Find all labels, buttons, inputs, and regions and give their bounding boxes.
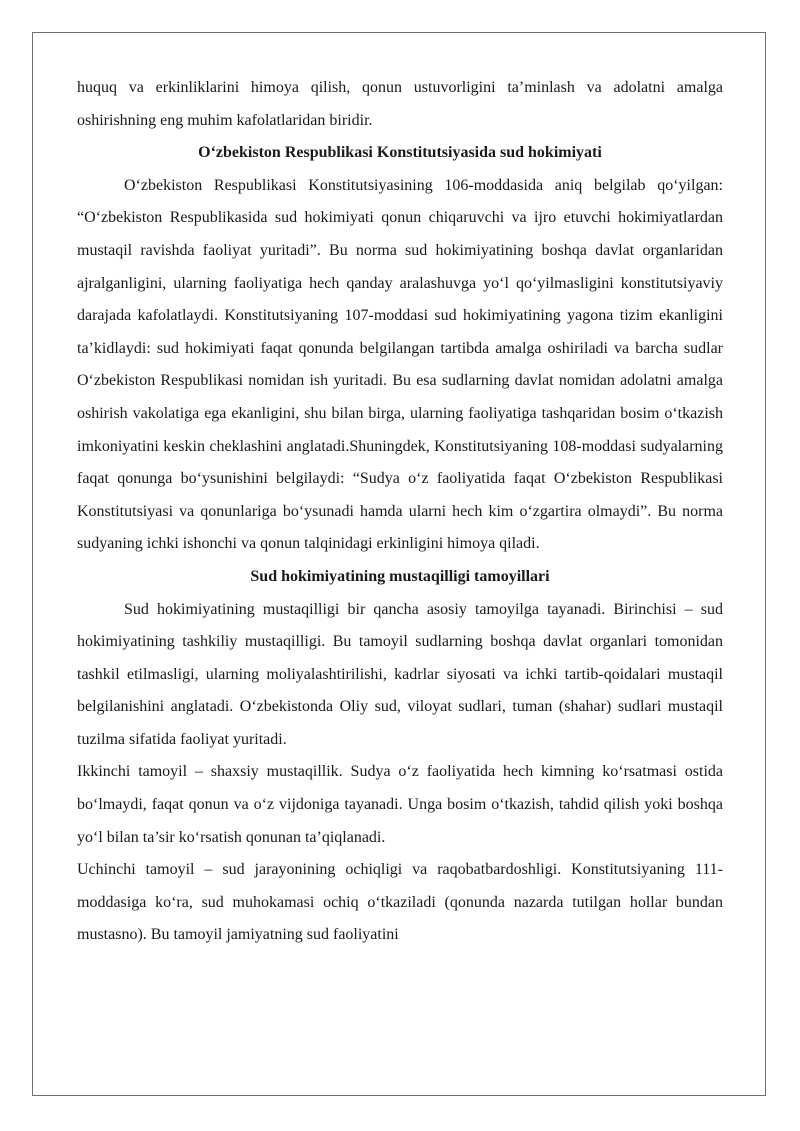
paragraph-personal-independence: Ikkinchi tamoyil – shaxsiy mustaqillik. Sudya o‘z faoliyatida hech kimning ko‘rsatmasi ostida bo‘lmaydi, faqat qonun va o‘z vijdoniga tayanadi. Unga bosim o‘tkazish, tahdid qilish yoki boshqa yo‘l bilan ta’sir ko‘rsatish qonunan ta’qiqlanadi.	[77, 763, 723, 846]
section-heading-constitution: O‘zbekiston Respublikasi Konstitutsiyasida sud hokimiyati	[198, 144, 602, 162]
paragraph-constitution-articles: O‘zbekiston Respublikasi Konstitutsiyasining 106-moddasida aniq belgilab qo‘yilgan: “O‘zbekiston Respublikasida sud hokimiyati qonun chiqaruvchi va ijro etuvchi hokimiyatlardan mustaqil ravishda faoliyat yuritadi”. Bu norma sud hokimiyatining boshqa davlat organlaridan ajralganligini, ularning faoliyatiga hech qanday aralashuvga yo‘l qo‘yilmasligini konstitutsiyaviy darajada kafolatlaydi. Konstitutsiyaning 107-moddasi sud hokimiyatining yagona tizim ekanligini ta’kidlaydi: sud hokimiyati faqat qonunda belgilangan tartibda amalga oshiriladi va barcha sudlar O‘zbekiston Respublikasi nomidan ish yuritadi. Bu esa sudlarning davlat nomidan adolatni amalga oshirish vakolatiga ega ekanligini, shu bilan birga, ularning faoliyatiga tashqaridan bosim o‘tkazish imkoniyatini keskin cheklashini anglatadi.Shuningdek, Konstitutsiyaning 108-moddasi sudyalarning faqat qonunga bo‘ysunishini belgilaydi: “Sudya o‘z faoliyatida faqat O‘zbekiston Respublikasi Konstitutsiyasi va qonunlariga bo‘ysunadi hamda ularni hech kim o‘zgartira olmaydi”. Bu norma sudyaning ichki ishonchi va qonun talqinidagi erkinligini himoya qiladi.	[77, 176, 723, 553]
document-body	[77, 72, 723, 952]
paragraph-organizational-independence: Sud hokimiyatining mustaqilligi bir qancha asosiy tamoyilga tayanadi. Birinchisi – sud hokimiyatining tashkiliy mustaqilligi. Bu tamoyil sudlarning boshqa davlat organlari tomonidan tashkil etilmasligi, ularning moliyalashtirilishi, kadrlar siyosati va ichki tartib-qoidalari mustaqil belgilanishini anglatadi. O‘zbekistonda Oliy sud, viloyat sudlari, tuman (shahar) sudlari mustaqil tuzilma sifatida faoliyat yuritadi.	[77, 600, 723, 748]
paragraph-openness-principle: Uchinchi tamoyil – sud jarayonining ochiqligi va raqobatbardoshligi. Konstitutsiyaning 111-moddasiga ko‘ra, sud muhokamasi ochiq o‘tkaziladi (qonunda nazarda tutilgan hollar bundan mustasno). Bu tamoyil jamiyatning sud faoliyatini	[77, 861, 723, 944]
section-heading-independence-principles: Sud hokimiyatining mustaqilligi tamoyillari	[250, 567, 550, 585]
paragraph-intro-continuation: huquq va erkinliklarini himoya qilish, qonun ustuvorligini ta’minlash va adolatni amalga oshirishning eng muhim kafolatlaridan biridir.	[77, 79, 723, 129]
